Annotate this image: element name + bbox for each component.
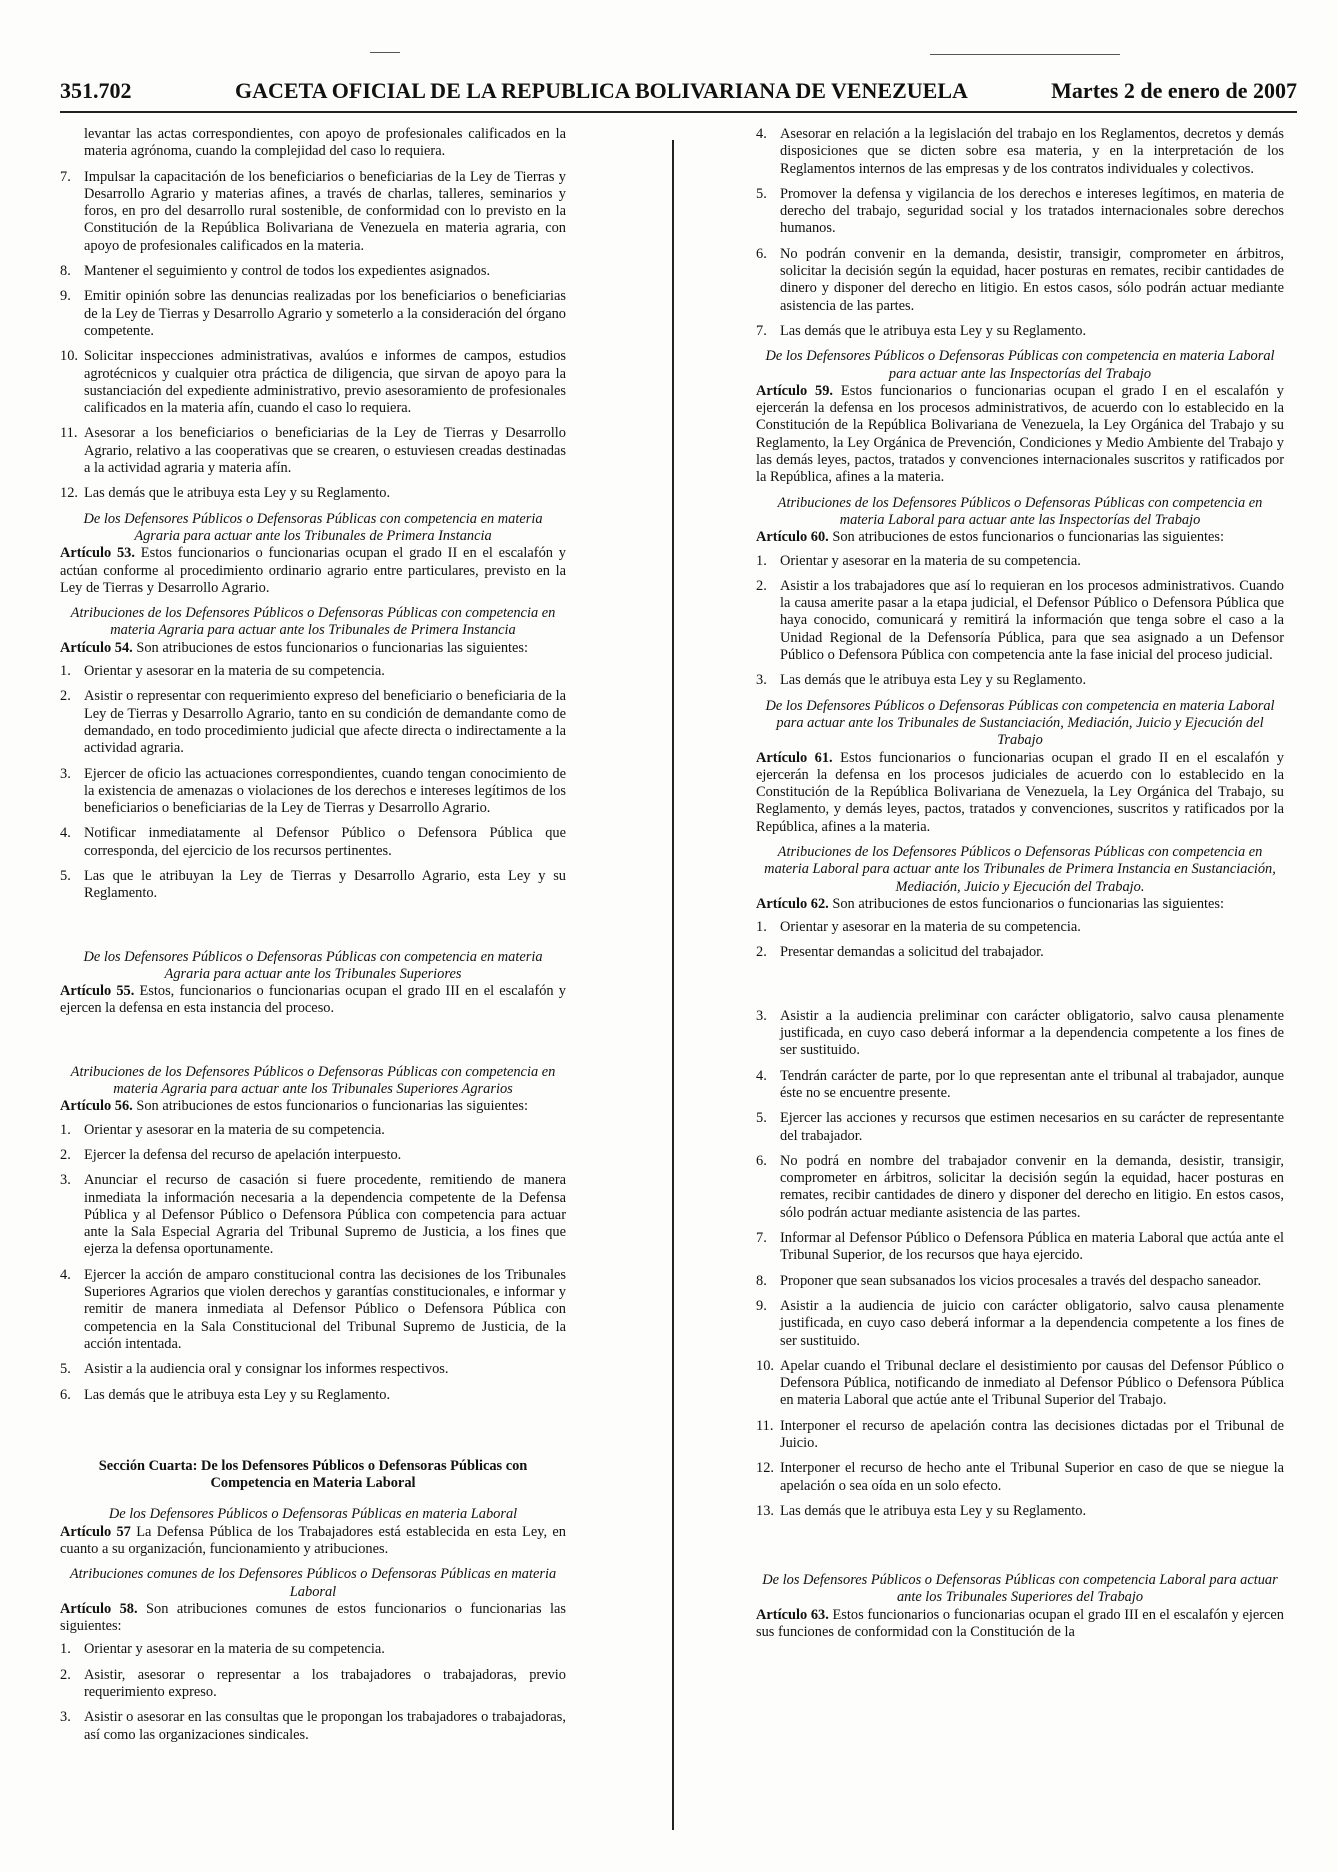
item-list — [60, 663, 566, 903]
item-text: Impulsar la capacitación de los beneficiarios o beneficiarias de la Ley de Tierras y Desarrollo Agrario y materias afines, a través de charlas, talleres, seminarios y foros, en pro del desarrollo rural sostenible, de conformidad con lo previsto en la Constitución de la República Bolivariana de Venezuela en materia agraria, con apoyo de profesionales calificados en la materia. — [84, 168, 566, 254]
list-item — [60, 1361, 566, 1378]
item-list — [60, 1122, 566, 1404]
left-column — [60, 126, 566, 1752]
list-item — [60, 288, 566, 340]
article-54 — [60, 640, 566, 657]
item-text: Promover la defensa y vigilancia de los derechos e intereses legítimos, en materia de derecho del trabajo, seguridad social y los tratados internacionales sobre derechos humanos. — [780, 185, 1284, 237]
item-text: Orientar y asesorar en la materia de su competencia. — [780, 552, 1081, 569]
article-text: Estos funcionarios o funcionarias ocupan el grado I en el escalafón y ejercerán la defensa en los procesos administrativos, de acuerdo con lo establecido en la Constitución de la República Bolivariana de Venezuela, la Ley Orgánica del Trabajo y su Reglamento, la Ley Orgánica de Prevención, Condiciones y Medio Ambiente del Trabajo y las demás leyes, pactos, tratados y convenciones internacionales suscritos y ratificados por la República, afines a la materia. — [756, 382, 1284, 486]
item-text: Orientar y asesorar en la materia de su competencia. — [84, 1121, 385, 1138]
list-item — [60, 1267, 566, 1353]
item-number: 1. — [756, 919, 767, 936]
item-number: 3. — [60, 765, 71, 782]
item-number: 9. — [60, 288, 71, 305]
item-number: 7. — [756, 322, 767, 339]
item-number: 2. — [756, 944, 767, 961]
list-item — [60, 825, 566, 860]
article-text: La Defensa Pública de los Trabajadores está establecida en esta Ley, en cuanto a su organización, funcionamiento y atribuciones. — [60, 1523, 566, 1557]
item-number: 5. — [756, 1110, 767, 1127]
list-item — [756, 1503, 1284, 1520]
list-item — [60, 1667, 566, 1702]
list-item — [60, 348, 566, 417]
item-text: Mantener el seguimiento y control de todos los expedientes asignados. — [84, 263, 491, 280]
item-number: 1. — [60, 1121, 71, 1138]
article-text: Estos funcionarios o funcionarias ocupan el grado III en el escalafón y ejercen sus funciones de conformidad con la Constitución de la — [756, 1606, 1284, 1641]
item-text: Interponer el recurso de hecho ante el Tribunal Superior en caso de que se niegue la apelación o sea oída en un solo efecto. — [780, 1460, 1284, 1494]
list-item — [60, 1122, 566, 1139]
article-label: Artículo 63. — [756, 1606, 829, 1623]
list-item — [756, 1273, 1284, 1290]
item-text: Asistir a los trabajadores que así lo requieran en los procesos administrativos. Cuando la causa amerite pasar a la etapa judicial, el Defensor Público o Defensora Pública que haya conocido, comunicará y remitirá la información que tenga sobre el caso a la Unidad Regional de la Defensoría Pública, para que sea asignado a un Defensor Público o Defensora Pública con competencia ante la fase inicial del proceso judicial. — [780, 577, 1284, 664]
item-number: 10. — [60, 348, 78, 365]
item-text: Asistir a la audiencia de juicio con carácter obligatorio, salvo causa plenamente justificada, en cuyo caso deberá informar a la dependencia competente a los fines de ser sustituido. — [780, 1297, 1284, 1349]
article-text: Son atribuciones comunes de estos funcionarios o funcionarias las siguientes: — [60, 1600, 566, 1635]
item-number: 8. — [756, 1272, 767, 1289]
list-item — [60, 1387, 566, 1404]
list-item — [60, 868, 566, 903]
item-number: 7. — [60, 168, 71, 185]
item-number: 4. — [60, 1266, 71, 1283]
item-text: Tendrán carácter de parte, por lo que representan ante el tribunal al trabajador, aunque éste no se encuentre presente. — [780, 1067, 1284, 1101]
item-text: Orientar y asesorar en la materia de su competencia. — [84, 663, 385, 680]
list-item — [756, 1298, 1284, 1350]
item-text: Asesorar en relación a la legislación del trabajo en los Reglamentos, decretos y demás disposiciones que se dicten sobre esa materia, y en la interpretación de los Reglamentos internos de las empresas y de los contratos individuales y colectivos. — [780, 126, 1284, 177]
item-text: Las demás que le atribuya esta Ley y su Reglamento. — [780, 322, 1087, 339]
item-text: Ejercer de oficio las actuaciones correspondientes, cuando tengan conocimiento de la existencia de amenazas o violaciones de los derechos e intereses legítimos de los beneficiarios o beneficiarias de la Ley de Tierras y Desarrollo Agrario. — [84, 765, 566, 817]
list-item — [756, 1008, 1284, 1060]
item-text: No podrá en nombre del trabajador convenir en la demanda, desistir, transigir, comprometer en árbitros, solicitar la decisión según la equidad, hacer posturas en remates, recibir cantidades de dinero y disponer del derecho en litigio. En estos casos, sólo podrán actuar mediante asistencia de las partes. — [780, 1152, 1284, 1221]
item-text: Solicitar inspecciones administrativas, avalúos e informes de campos, estudios agrotécnicos y cualquier otra práctica de diligencia, que sirvan de apoyo para la sustanciación del expediente administrativo, previo asesoramiento de profesionales calificados en la materia afín, cuando el caso lo requiera. — [84, 348, 566, 417]
article-label: Artículo 62. — [756, 895, 829, 912]
item-number: 13. — [756, 1502, 774, 1519]
article-label: Artículo 54. — [60, 639, 133, 656]
item-number: 6. — [756, 245, 767, 262]
article-61 — [756, 750, 1284, 836]
article-57 — [60, 1524, 566, 1559]
article-heading: Atribuciones comunes de los Defensores Públicos o Defensoras Públicas en materia Laboral — [69, 1566, 557, 1600]
list-item — [756, 578, 1284, 664]
article-heading: Atribuciones de los Defensores Públicos o Defensoras Públicas con competencia en materia Laboral para actuar ante los Tribunales de Primera Instancia en Sustanciación, Mediación, Juicio y Ejecución del Trabajo. — [764, 843, 1276, 895]
list-item — [756, 1230, 1284, 1265]
item-text: Asistir a la audiencia oral y consignar los informes respectivos. — [84, 1361, 449, 1378]
item-number: 3. — [60, 1172, 71, 1189]
item-number: 2. — [60, 1146, 71, 1163]
item-number: 9. — [756, 1297, 767, 1314]
article-heading: Atribuciones de los Defensores Públicos o Defensoras Públicas con competencia en materia Agraria para actuar ante los Tribunales de Primera Instancia — [70, 605, 556, 639]
article-heading: De los Defensores Públicos o Defensoras Públicas con competencia en materia Laboral para actuar ante los Tribunales de Sustanciación, Mediación, Juicio y Ejecución del Trabajo — [765, 697, 1275, 749]
article-56 — [60, 1098, 566, 1115]
item-text: Presentar demandas a solicitud del trabajador. — [780, 944, 1044, 961]
item-number: 3. — [756, 672, 767, 689]
item-text: Orientar y asesorar en la materia de su competencia. — [780, 919, 1081, 936]
article-label: Artículo 56. — [60, 1098, 133, 1115]
header-rule — [60, 111, 1297, 113]
item-number: 2. — [60, 1666, 71, 1683]
item-text: Asistir, asesorar o representar a los trabajadores o trabajadoras, previo requerimiento expreso. — [84, 1666, 566, 1701]
item-text: Apelar cuando el Tribunal declare el desistimiento por causas del Defensor Público o Defensora Pública, notificando de inmediato al Defensor Público o Defensora Pública en materia Laboral que actúe ante el Tribunal Superior del Trabajo. — [780, 1357, 1284, 1409]
gazette-title: GACETA OFICIAL DE LA REPUBLICA BOLIVARIANA DE VENEZUELA — [235, 78, 968, 103]
item-text: Asistir a la audiencia preliminar con carácter obligatorio, salvo causa plenamente justificada, en cuyo caso deberá informar a la dependencia competente a los fines de ser sustituido. — [780, 1007, 1284, 1059]
list-item — [756, 1418, 1284, 1453]
item-text: Asesorar a los beneficiarios o beneficiarias de la Ley de Tierras y Desarrollo Agrario, relativo a las cooperativas que se crearen, o estuviesen creadas destinadas a la actividad agraria y materia afín. — [84, 425, 566, 477]
article-55 — [60, 983, 566, 1018]
item-number: 5. — [756, 185, 767, 202]
article-heading: De los Defensores Públicos o Defensoras Públicas con competencia en materia Agraria para actuar ante los Tribunales de Primera Instancia — [83, 510, 543, 544]
list-item — [756, 126, 1284, 178]
article-text: Son atribuciones de estos funcionarios o funcionarias las siguientes: — [136, 639, 529, 656]
item-text: Las demás que le atribuya esta Ley y su Reglamento. — [780, 672, 1087, 689]
article-label: Artículo 59. — [756, 382, 834, 399]
item-list — [60, 1641, 566, 1743]
item-text: Asistir o representar con requerimiento expreso del beneficiario o beneficiaria de la Ley de Tierras y Desarrollo Agrario, tanto en su condición de demandante como de demandado, en todo procedimiento judicial que afecte directa o indirectamente a la actividad agraria. — [84, 688, 566, 757]
list-item — [756, 1358, 1284, 1410]
list-item — [756, 246, 1284, 315]
item-text: Orientar y asesorar en la materia de su competencia. — [84, 1641, 385, 1658]
section-title: Sección Cuarta: De los Defensores Públicos o Defensoras Públicas con Competencia en Materia Laboral — [98, 1457, 528, 1492]
item-list — [756, 126, 1284, 340]
article-heading: De los Defensores Públicos o Defensoras Públicas en materia Laboral — [108, 1506, 518, 1523]
article-63 — [756, 1607, 1284, 1642]
item-number: 3. — [756, 1007, 767, 1024]
item-number: 11. — [60, 425, 78, 442]
list-item — [60, 766, 566, 818]
item-text: Notificar inmediatamente al Defensor Público o Defensora Pública que corresponda, del ejercicio de los recursos pertinentes. — [84, 825, 566, 859]
list-item — [756, 1460, 1284, 1495]
item-number: 1. — [60, 663, 71, 680]
column-divider — [672, 140, 674, 1830]
item-text: Las demás que le atribuya esta Ley y su Reglamento. — [84, 485, 391, 502]
item-text: Asistir o asesorar en las consultas que le propongan los trabajadores o trabajadoras, así como las organizaciones sindicales. — [84, 1709, 566, 1743]
item-text: Proponer que sean subsanados los vicios procesales a través del despacho saneador. — [780, 1272, 1262, 1289]
continuation-text: levantar las actas correspondientes, con apoyo de profesionales calificados en la materia agrónoma, cuando la complejidad del caso lo requiera. — [84, 126, 566, 160]
article-59 — [756, 383, 1284, 487]
item-list — [756, 1008, 1284, 1520]
article-60 — [756, 529, 1284, 546]
item-list — [756, 553, 1284, 690]
article-53 — [60, 545, 566, 597]
item-text: Emitir opinión sobre las denuncias realizadas por los beneficiarios o beneficiarias de la Ley de Tierras y Desarrollo Agrario y someterlo a la consideración del órgano competente. — [84, 288, 566, 339]
item-list — [756, 919, 1284, 962]
list-item — [60, 663, 566, 680]
article-text: Estos funcionarios o funcionarias ocupan el grado II en el escalafón y actúan conforme al procedimiento ordinario agrario entre particulares, previsto en la Ley de Tierras y Desarrollo Agrario. — [60, 545, 566, 596]
article-text: Estos, funcionarios o funcionarias ocupan el grado III en el escalafón y ejercen la defensa en esta instancia del proceso. — [60, 983, 566, 1017]
article-text: Son atribuciones de estos funcionarios o funcionarias las siguientes: — [136, 1098, 529, 1115]
list-item — [60, 688, 566, 757]
list-item — [60, 169, 566, 255]
list-item — [60, 1147, 566, 1164]
list-item — [60, 1172, 566, 1258]
item-number: 6. — [756, 1152, 767, 1169]
right-column — [756, 126, 1284, 1649]
list-item — [756, 553, 1284, 570]
item-text: Anunciar el recurso de casación si fuere procedente, remitiendo de manera inmediata la información necesaria a la dependencia competente de la Defensa Pública y al Defensor Público o Defensora Pública con competencia para actuar ante la Sala Especial Agraria del Tribunal Supremo de Justicia, a los fines que ejerza la defensa oportunamente. — [84, 1172, 566, 1258]
list-item — [60, 1641, 566, 1658]
item-text: Las que le atribuyan la Ley de Tierras y Desarrollo Agrario, esta Ley y su Reglamento. — [84, 867, 566, 902]
item-text: Ejercer la defensa del recurso de apelación interpuesto. — [84, 1146, 402, 1163]
list-item — [756, 672, 1284, 689]
item-number: 3. — [60, 1709, 71, 1726]
list-item — [756, 186, 1284, 238]
item-text: Ejercer las acciones y recursos que estimen necesarios en su carácter de representante del trabajador. — [780, 1110, 1284, 1144]
item-number: 8. — [60, 263, 71, 280]
list-item — [60, 425, 566, 477]
article-label: Artículo 53. — [60, 545, 135, 562]
item-number: 10. — [756, 1357, 774, 1374]
item-text: No podrán convenir en la demanda, desistir, transigir, comprometer en árbitros, solicitar la decisión según la equidad, hacer posturas en remates, recibir cantidades de dinero y disponer del derecho en litigio. En estos casos, sólo podrán actuar mediante asistencia de las partes. — [780, 245, 1284, 314]
article-label: Artículo 60. — [756, 529, 829, 546]
item-number: 4. — [756, 126, 767, 142]
list-item — [756, 323, 1284, 340]
item-number: 7. — [756, 1230, 767, 1247]
article-58 — [60, 1601, 566, 1636]
item-number: 4. — [60, 825, 71, 842]
article-text: Son atribuciones de estos funcionarios o funcionarias las siguientes: — [832, 895, 1225, 912]
item-list — [60, 169, 566, 503]
article-text: Son atribuciones de estos funcionarios o funcionarias las siguientes: — [832, 529, 1225, 546]
item-number: 4. — [756, 1067, 767, 1084]
list-item — [756, 919, 1284, 936]
page-header — [60, 78, 1297, 112]
item-text: Las demás que le atribuya esta Ley y su Reglamento. — [780, 1502, 1087, 1519]
item-number: 2. — [60, 688, 71, 705]
list-item — [756, 944, 1284, 961]
article-label: Artículo 61. — [756, 749, 833, 766]
item-number: 6. — [60, 1386, 71, 1403]
page-number: 351.702 — [60, 78, 132, 103]
article-label: Artículo 55. — [60, 983, 135, 1000]
article-label: Artículo 58. — [60, 1600, 138, 1617]
item-number: 12. — [60, 485, 78, 502]
item-text: Interponer el recurso de apelación contra las decisiones dictadas por el Tribunal de Juicio. — [780, 1417, 1284, 1451]
item-number: 1. — [756, 552, 767, 569]
list-item — [60, 263, 566, 280]
list-item — [60, 485, 566, 502]
article-label: Artículo 57 — [60, 1523, 131, 1540]
item-text: Ejercer la acción de amparo constitucional contra las decisiones de los Tribunales Superiores Agrarios que violen derechos y garantías constitucionales, e informar y remitir de manera inmediata al Defensor Público o Defensora Pública con competencia en la Sala Constitucional del Tribunal Supremo de Justicia, de la acción intentada. — [84, 1266, 566, 1352]
article-text: Estos funcionarios o funcionarias ocupan el grado II en el escalafón y ejercerán la defensa en los procesos judiciales de acuerdo con lo establecido en la Constitución de la República Bolivariana de Venezuela, la Ley Orgánica del Trabajo, su Reglamento, y demás leyes, pactos, tratados y convenciones, suscritos y ratificados por la República, afines a la materia. — [756, 749, 1284, 835]
item-number: 5. — [60, 1361, 71, 1378]
article-heading: De los Defensores Públicos o Defensoras Públicas con competencia en materia Agraria para actuar ante los Tribunales Superiores — [83, 948, 543, 982]
article-heading: De los Defensores Públicos o Defensoras Públicas con competencia Laboral para actuar ante los Tribunales Superiores del Trabajo — [762, 1572, 1278, 1606]
item-text: Informar al Defensor Público o Defensora Pública en materia Laboral que actúa ante el Tribunal Superior, de los recursos que haya ejercido. — [780, 1230, 1284, 1264]
article-heading: De los Defensores Públicos o Defensoras Públicas con competencia en materia Laboral para actuar ante las Inspectorías del Trabajo — [765, 348, 1275, 382]
item-number: 11. — [756, 1417, 774, 1434]
item-number: 5. — [60, 867, 71, 884]
article-heading: Atribuciones de los Defensores Públicos o Defensoras Públicas con competencia en materia Agraria para actuar ante los Tribunales Superiores Agrarios — [70, 1063, 556, 1098]
item-text: Las demás que le atribuya esta Ley y su Reglamento. — [84, 1386, 391, 1403]
list-item — [756, 1110, 1284, 1145]
item-number: 2. — [756, 577, 767, 594]
list-item — [756, 1153, 1284, 1222]
issue-date: Martes 2 de enero de 2007 — [1051, 78, 1297, 103]
article-62 — [756, 896, 1284, 913]
list-item — [60, 1709, 566, 1744]
item-number: 12. — [756, 1460, 774, 1477]
article-heading: Atribuciones de los Defensores Públicos o Defensoras Públicas con competencia en materia Laboral para actuar ante las Inspectorías del Trabajo — [777, 494, 1263, 528]
list-item — [756, 1068, 1284, 1103]
item-number: 1. — [60, 1641, 71, 1658]
